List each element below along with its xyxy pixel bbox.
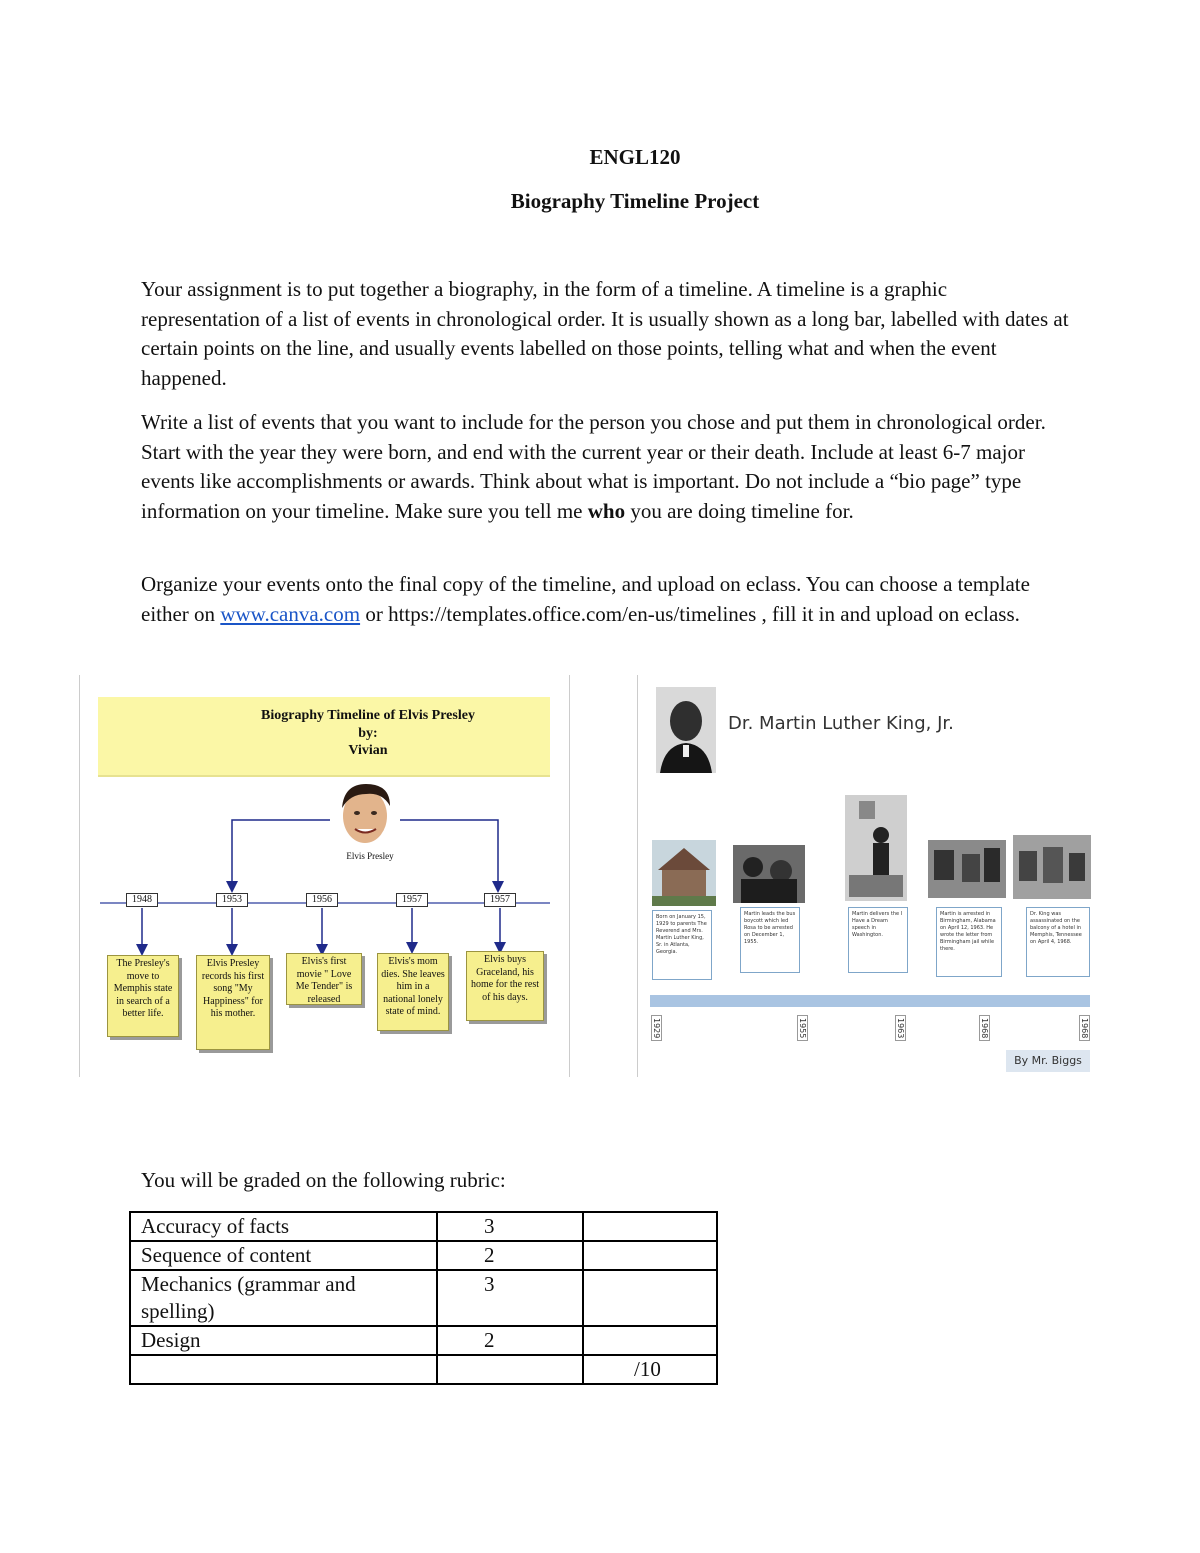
mlk-photo-house xyxy=(652,840,716,906)
rubric-total-score: /10 xyxy=(583,1355,717,1384)
rubric-row xyxy=(130,1241,717,1270)
mlk-year-2: 1955 xyxy=(797,1015,808,1041)
rubric-points: 3 xyxy=(437,1270,583,1326)
mlk-timeline-figure xyxy=(637,675,1098,1077)
paragraph-instructions xyxy=(141,408,1071,526)
mlk-portrait xyxy=(656,687,716,773)
rubric-criterion: Accuracy of facts xyxy=(130,1212,437,1241)
elvis-event-5: Elvis buys Graceland, his home for the rest of his days. xyxy=(466,951,544,1021)
elvis-year-5: 1957 xyxy=(484,893,516,907)
rubric-score xyxy=(583,1212,717,1241)
page-title: Biography Timeline Project xyxy=(510,189,760,213)
elvis-portrait-caption: Elvis Presley xyxy=(346,851,394,861)
elvis-year-1: 1948 xyxy=(126,893,158,907)
mlk-year-1: 1929 xyxy=(651,1015,662,1041)
rubric-criterion: Design xyxy=(130,1326,437,1355)
paragraph-organize-text: Organize your events onto the final copy of the timeline, and upload on eclass. You can choose a template either on xyxy=(141,572,1030,626)
mlk-event-2: Martin leads the bus boycott which led Rosa to be arrested on December 1, 1955. xyxy=(740,907,800,973)
rubric-points: 2 xyxy=(437,1241,583,1270)
mlk-year-5: 1968 xyxy=(1079,1015,1090,1041)
mlk-title: Dr. Martin Luther King, Jr. xyxy=(728,713,954,734)
rubric-row xyxy=(130,1212,717,1241)
mlk-event-1: Born on January 15, 1929 to parents The Reverend and Mrs. Martin Luther King, Sr. in Atlanta, Georgia. xyxy=(652,910,712,980)
emphasis-who: who xyxy=(587,498,626,523)
rubric-points: 2 xyxy=(437,1326,583,1355)
elvis-event-3: Elvis's first movie " Love Me Tender" is released xyxy=(286,953,362,1005)
rubric-criterion xyxy=(130,1355,437,1384)
mlk-event-5: Dr. King was assassinated on the balcony of a hotel in Memphis, Tennessee on April 4, 1968. xyxy=(1026,907,1090,977)
rubric-score xyxy=(583,1270,717,1326)
rubric-intro: You will be graded on the following rubric: xyxy=(141,1168,506,1192)
mlk-event-4: Martin is arrested in Birmingham, Alabama on April 12, 1963. He wrote the letter from Birmingham jail while there. xyxy=(936,907,1002,977)
elvis-title-line1: Biography Timeline of Elvis Presley xyxy=(261,708,475,723)
elvis-event-4: Elvis's mom dies. She leaves him in a national lonely state of mind. xyxy=(377,953,449,1031)
rubric-points xyxy=(437,1355,583,1384)
rubric-score xyxy=(583,1326,717,1355)
mlk-photo-boycott xyxy=(733,845,805,903)
elvis-year-4: 1957 xyxy=(396,893,428,907)
paragraph-organize xyxy=(141,570,1071,629)
mlk-event-3: Martin delivers the I Have a Dream speech in Washington. xyxy=(848,907,908,973)
mlk-credit: By Mr. Biggs xyxy=(1006,1050,1090,1072)
rubric-score xyxy=(583,1241,717,1270)
elvis-year-2: 1953 xyxy=(216,893,248,907)
elvis-title-line3: Vivian xyxy=(348,743,388,758)
mlk-photo-memphis xyxy=(1013,835,1091,899)
elvis-year-3: 1956 xyxy=(306,893,338,907)
rubric-row xyxy=(130,1326,717,1355)
canva-link[interactable]: www.canva.com xyxy=(220,601,361,626)
elvis-event-2: Elvis Presley records his first song "My Happiness" for his mother. xyxy=(196,955,270,1050)
rubric-points: 3 xyxy=(437,1212,583,1241)
mlk-photo-birmingham xyxy=(928,840,1006,898)
paragraph-intro: Your assignment is to put together a biography, in the form of a timeline. A timeline is a graphic representation of a list of events in chronological order. It is usually shown as a long bar, labelled with dates at certain points on the line, and usually events labelled on those points, telling what and when the event happened. xyxy=(141,277,1069,390)
elvis-timeline-figure xyxy=(79,675,570,1077)
mlk-year-3: 1963 xyxy=(895,1015,906,1041)
course-code: ENGL120 xyxy=(589,145,681,169)
rubric-table xyxy=(129,1211,718,1385)
mlk-timeline-bar xyxy=(650,995,1090,1007)
paragraph-instructions-end: you are doing timeline for. xyxy=(625,498,854,523)
elvis-event-1: The Presley's move to Memphis state in search of a better life. xyxy=(107,955,179,1037)
rubric-total-row xyxy=(130,1355,717,1384)
paragraph-instructions-text: Write a list of events that you want to include for the person you chose and put them in chronological order. Start with the year they were born, and end with the current year or their death. Include at least 6-7 major events like accomplishments or awards. Think about what is important. Do not include a “bio page” type information on your timeline. Make sure you tell me xyxy=(141,410,1046,523)
rubric-criterion: Mechanics (grammar and spelling) xyxy=(130,1270,437,1326)
rubric-row xyxy=(130,1270,717,1326)
rubric-criterion: Sequence of content xyxy=(130,1241,437,1270)
mlk-year-4: 1968 xyxy=(979,1015,990,1041)
elvis-title-line2: by: xyxy=(358,726,378,741)
paragraph-organize-end: or https://templates.office.com/en-us/timelines , fill it in and upload on eclass. xyxy=(360,601,1020,626)
mlk-photo-speech xyxy=(845,795,907,901)
